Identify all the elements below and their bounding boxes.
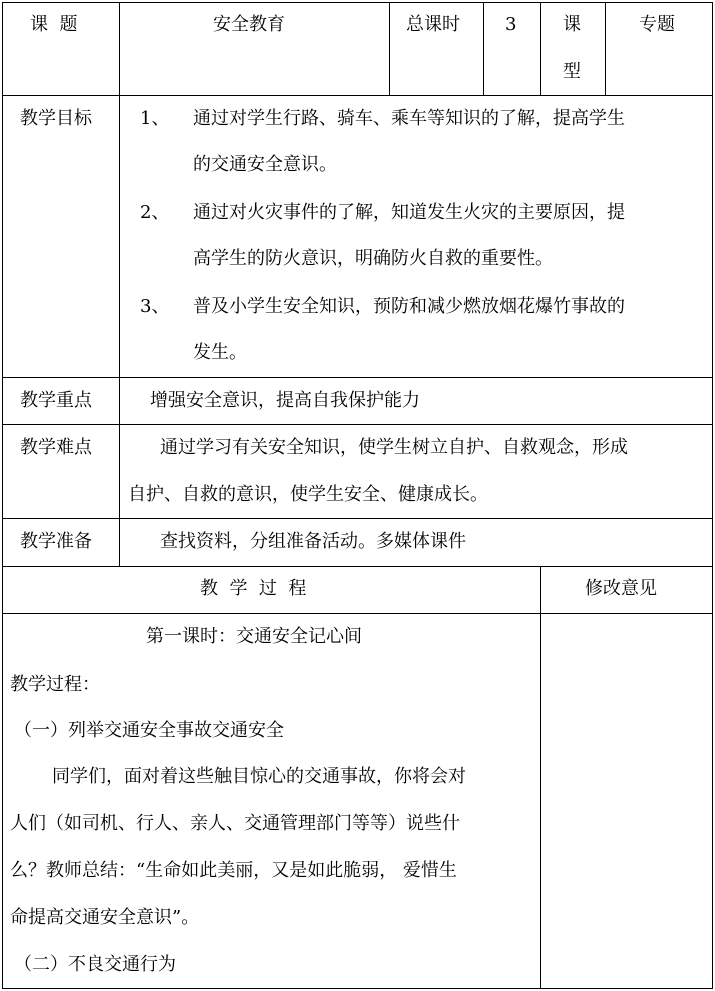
grid-line-top xyxy=(2,2,713,3)
grid-line-right xyxy=(712,2,713,989)
objective-2-num: 2、 xyxy=(140,202,170,223)
preparation-label: 教学准备 xyxy=(20,531,92,552)
grid-line-topic-end xyxy=(389,2,390,96)
topic-label: 课 题 xyxy=(30,14,78,35)
total-hours-value: 3 xyxy=(505,14,517,35)
objective-2-line2: 高学生的防火意识，明确防火自救的重要性。 xyxy=(193,248,553,269)
key-points-text: 增强安全意识，提高自我保护能力 xyxy=(150,390,420,411)
lesson-type-value: 专题 xyxy=(639,14,675,35)
grid-line-hours-label-end xyxy=(483,2,484,96)
grid-line-left xyxy=(2,2,3,989)
grid-line-row3 xyxy=(2,424,713,425)
difficulties-label: 教学难点 xyxy=(20,437,92,458)
grid-line-row4 xyxy=(2,518,713,519)
grid-line-label-col xyxy=(119,2,120,567)
grid-line-row2 xyxy=(2,377,713,378)
objective-2-line1: 通过对火灾事件的了解，知道发生火灾的主要原因，提 xyxy=(193,202,625,223)
paragraph-1-line3: 么？教师总结：“生命如此美丽，又是如此脆弱， 爱惜生 xyxy=(10,860,457,881)
section-2-heading: （二）不良交通行为 xyxy=(14,954,176,975)
lesson-title: 第一课时：交通安全记心间 xyxy=(146,626,362,647)
topic-value: 安全教育 xyxy=(213,14,285,35)
grid-line-row1 xyxy=(2,95,713,96)
objective-1-line1: 通过对学生行路、骑车、乘车等知识的了解，提高学生 xyxy=(193,108,625,129)
grid-line-hours-value-end xyxy=(540,2,541,96)
grid-line-bottom xyxy=(2,988,713,989)
lesson-type-label-2: 型 xyxy=(563,61,581,82)
lesson-type-label-1: 课 xyxy=(563,14,581,35)
grid-line-row6 xyxy=(2,613,713,614)
objective-3-num: 3、 xyxy=(140,296,170,317)
grid-line-row5 xyxy=(2,566,713,567)
objective-3-line2: 发生。 xyxy=(193,342,247,363)
objective-1-num: 1、 xyxy=(140,108,170,129)
objective-1-line2: 的交通安全意识。 xyxy=(193,154,337,175)
paragraph-1-line1: 同学们，面对着这些触目惊心的交通事故，你将会对 xyxy=(52,766,466,787)
preparation-text: 查找资料，分组准备活动。多媒体课件 xyxy=(160,531,466,552)
objective-3-line1: 普及小学生安全知识，预防和减少燃放烟花爆竹事故的 xyxy=(193,296,625,317)
process-header: 教 学 过 程 xyxy=(200,578,307,599)
section-1-heading: （一）列举交通安全事故交通安全 xyxy=(14,720,284,741)
difficulties-line1: 通过学习有关安全知识，使学生树立自护、自救观念，形成 xyxy=(160,437,628,458)
grid-line-type-label-end xyxy=(605,2,606,96)
difficulties-line2: 自护、自救的意识，使学生安全、健康成长。 xyxy=(128,484,488,505)
paragraph-1-line2: 人们（如司机、行人、亲人、交通管理部门等等）说些什 xyxy=(10,813,460,834)
objectives-label: 教学目标 xyxy=(20,108,92,129)
grid-line-revision-col xyxy=(540,566,541,989)
total-hours-label: 总课时 xyxy=(406,14,460,35)
key-points-label: 教学重点 xyxy=(20,390,92,411)
process-label: 教学过程： xyxy=(10,674,100,695)
paragraph-1-line4: 命提高交通安全意识”。 xyxy=(10,907,200,928)
revision-header: 修改意见 xyxy=(585,578,657,599)
